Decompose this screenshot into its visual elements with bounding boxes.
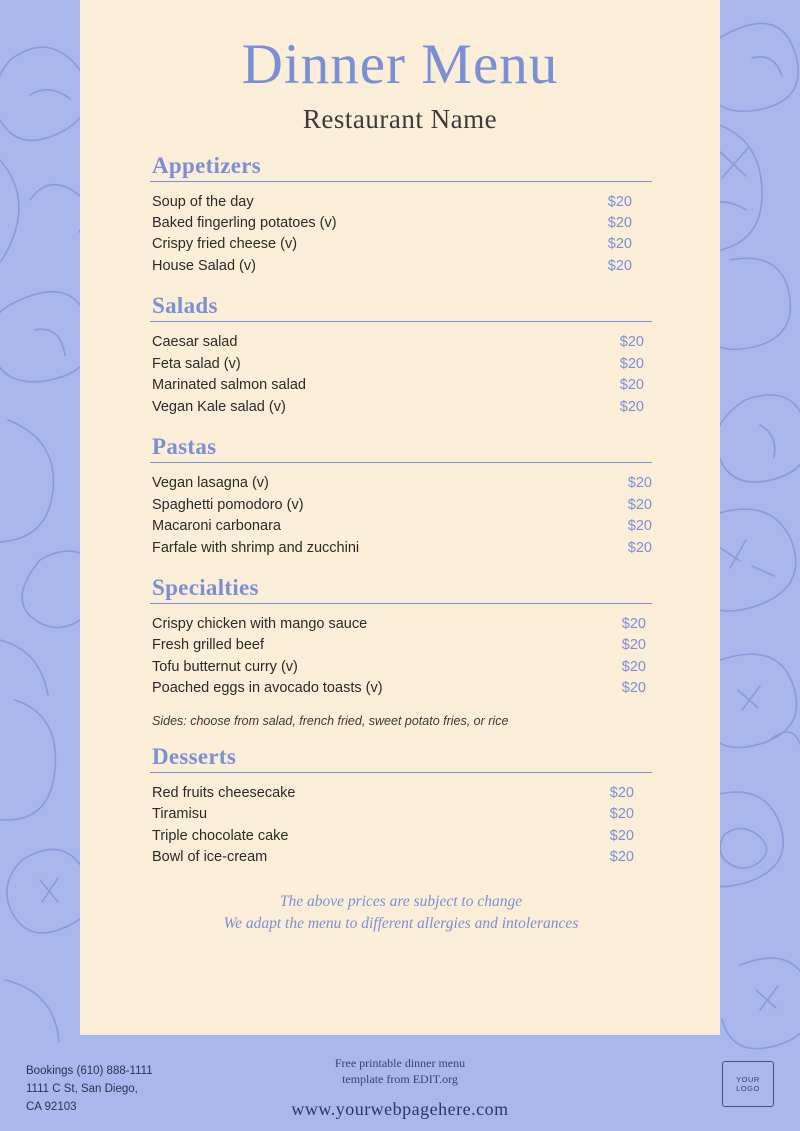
menu-item-price: $20: [627, 496, 652, 513]
menu-item-name: Triple chocolate cake: [152, 827, 289, 844]
footer-center: [240, 1055, 560, 1120]
menu-item: [150, 473, 652, 494]
menu-item-price: $20: [609, 784, 634, 801]
menu-item-name: Crispy chicken with mango sauce: [152, 615, 368, 632]
menu-item-name: Bowl of ice-cream: [152, 849, 268, 866]
template-credit-line-2: template from EDIT.org: [342, 1072, 458, 1087]
menu-item-price: $20: [609, 806, 634, 823]
menu-item: [150, 538, 652, 559]
menu-item: [150, 635, 652, 656]
menu-section-salads: [150, 293, 652, 418]
menu-item-price: $20: [619, 398, 644, 415]
menu-item: [150, 783, 652, 804]
section-divider: [150, 462, 652, 463]
section-divider: [150, 321, 652, 322]
menu-item-name: Poached eggs in avocado toasts (v): [152, 680, 383, 697]
menu-sections: [80, 153, 720, 936]
section-item-list: [150, 473, 652, 559]
menu-item-price: $20: [609, 849, 634, 866]
menu-item: [150, 804, 652, 825]
menu-item: [150, 678, 652, 699]
menu-item-price: $20: [621, 658, 646, 675]
section-heading: Pastas: [152, 434, 217, 460]
menu-item-name: Macaroni carbonara: [152, 518, 281, 535]
menu-item-price: $20: [621, 637, 646, 654]
menu-section-appetizers: [150, 153, 652, 278]
menu-item-name: Farfale with shrimp and zucchini: [152, 539, 360, 556]
menu-item-name: Crispy fried cheese (v): [152, 236, 298, 253]
section-heading: Appetizers: [152, 152, 262, 178]
menu-item-price: $20: [627, 539, 652, 556]
restaurant-name: Restaurant Name: [302, 103, 498, 134]
section-divider: [150, 772, 652, 773]
menu-item: [150, 375, 652, 396]
menu-item-name: Baked fingerling potatoes (v): [152, 215, 337, 231]
menu-item: [150, 192, 652, 213]
page-title: Dinner Menu: [241, 33, 559, 96]
menu-item-price: $20: [621, 615, 646, 632]
menu-item-price: $20: [607, 257, 632, 274]
menu-item-price: $20: [607, 193, 632, 210]
address-line-2: CA 92103: [26, 1100, 77, 1113]
menu-item-name: Vegan Kale salad (v): [152, 398, 286, 415]
menu-item-name: Red fruits cheesecake: [152, 784, 296, 801]
menu-item-name: Vegan lasagna (v): [152, 475, 269, 492]
template-credit-line-1: Free printable dinner menu: [334, 1056, 466, 1070]
website-url[interactable]: www.yourwebpagehere.com: [291, 1099, 509, 1120]
menu-item-name: Soup of the day: [152, 193, 254, 210]
menu-item-price: $20: [607, 236, 632, 253]
section-divider: [150, 603, 652, 604]
menu-item: [150, 614, 652, 635]
menu-item: [150, 826, 652, 847]
menu-item: [150, 516, 652, 537]
menu-item: [150, 213, 652, 234]
menu-item-name: Caesar salad: [152, 334, 238, 351]
menu-item: [150, 332, 652, 353]
menu-item-name: Marinated salmon salad: [152, 377, 306, 394]
menu-card: [80, 0, 720, 1035]
section-item-list: [150, 614, 652, 700]
logo-line-2: LOGO: [736, 1084, 760, 1093]
menu-section-pastas: [150, 434, 652, 559]
section-heading: Desserts: [152, 743, 237, 769]
address-line-1: 1111 C St, San Diego,: [26, 1082, 138, 1095]
menu-section-desserts: [150, 744, 652, 869]
disclaimer-line-2: We adapt the menu to different allergies and intolerances: [223, 915, 579, 933]
price-disclaimer: [150, 891, 652, 936]
menu-item: [150, 657, 652, 678]
menu-item-name: House Salad (v): [152, 257, 256, 274]
menu-item-price: $20: [627, 518, 652, 535]
logo-placeholder: [722, 1061, 774, 1107]
menu-item-price: $20: [607, 215, 632, 231]
menu-item-price: $20: [627, 475, 652, 492]
bookings-phone: Bookings (610) 888-1111: [26, 1065, 153, 1077]
menu-item-name: Tiramisu: [152, 806, 208, 823]
menu-item: [150, 397, 652, 418]
section-heading: Specialties: [152, 574, 259, 600]
menu-item-name: Fresh grilled beef: [152, 637, 265, 654]
menu-item-price: $20: [609, 827, 634, 844]
disclaimer-line-1: The above prices are subject to change: [279, 892, 523, 910]
menu-section-specialties: [150, 575, 652, 728]
menu-item-name: Spaghetti pomodoro (v): [152, 496, 304, 513]
menu-item-name: Tofu butternut curry (v): [152, 658, 298, 675]
menu-item-price: $20: [621, 680, 646, 697]
section-heading: Salads: [152, 293, 218, 319]
menu-item-name: Feta salad (v): [152, 355, 241, 372]
menu-item-price: $20: [619, 334, 644, 351]
section-divider: [150, 181, 652, 182]
menu-item-price: $20: [619, 377, 644, 394]
section-item-list: [150, 332, 652, 418]
menu-item: [150, 234, 652, 255]
menu-item: [150, 354, 652, 375]
footer: [0, 1035, 800, 1131]
sides-note: Sides: choose from salad, french fried, sweet potato fries, or rice: [152, 713, 509, 728]
menu-item: [150, 495, 652, 516]
logo-line-1: YOUR: [736, 1074, 760, 1084]
section-item-list: [150, 192, 652, 278]
contact-info: [26, 1063, 153, 1116]
section-item-list: [150, 783, 652, 869]
menu-item: [150, 256, 652, 277]
menu-item-price: $20: [619, 355, 644, 372]
menu-item: [150, 847, 652, 868]
